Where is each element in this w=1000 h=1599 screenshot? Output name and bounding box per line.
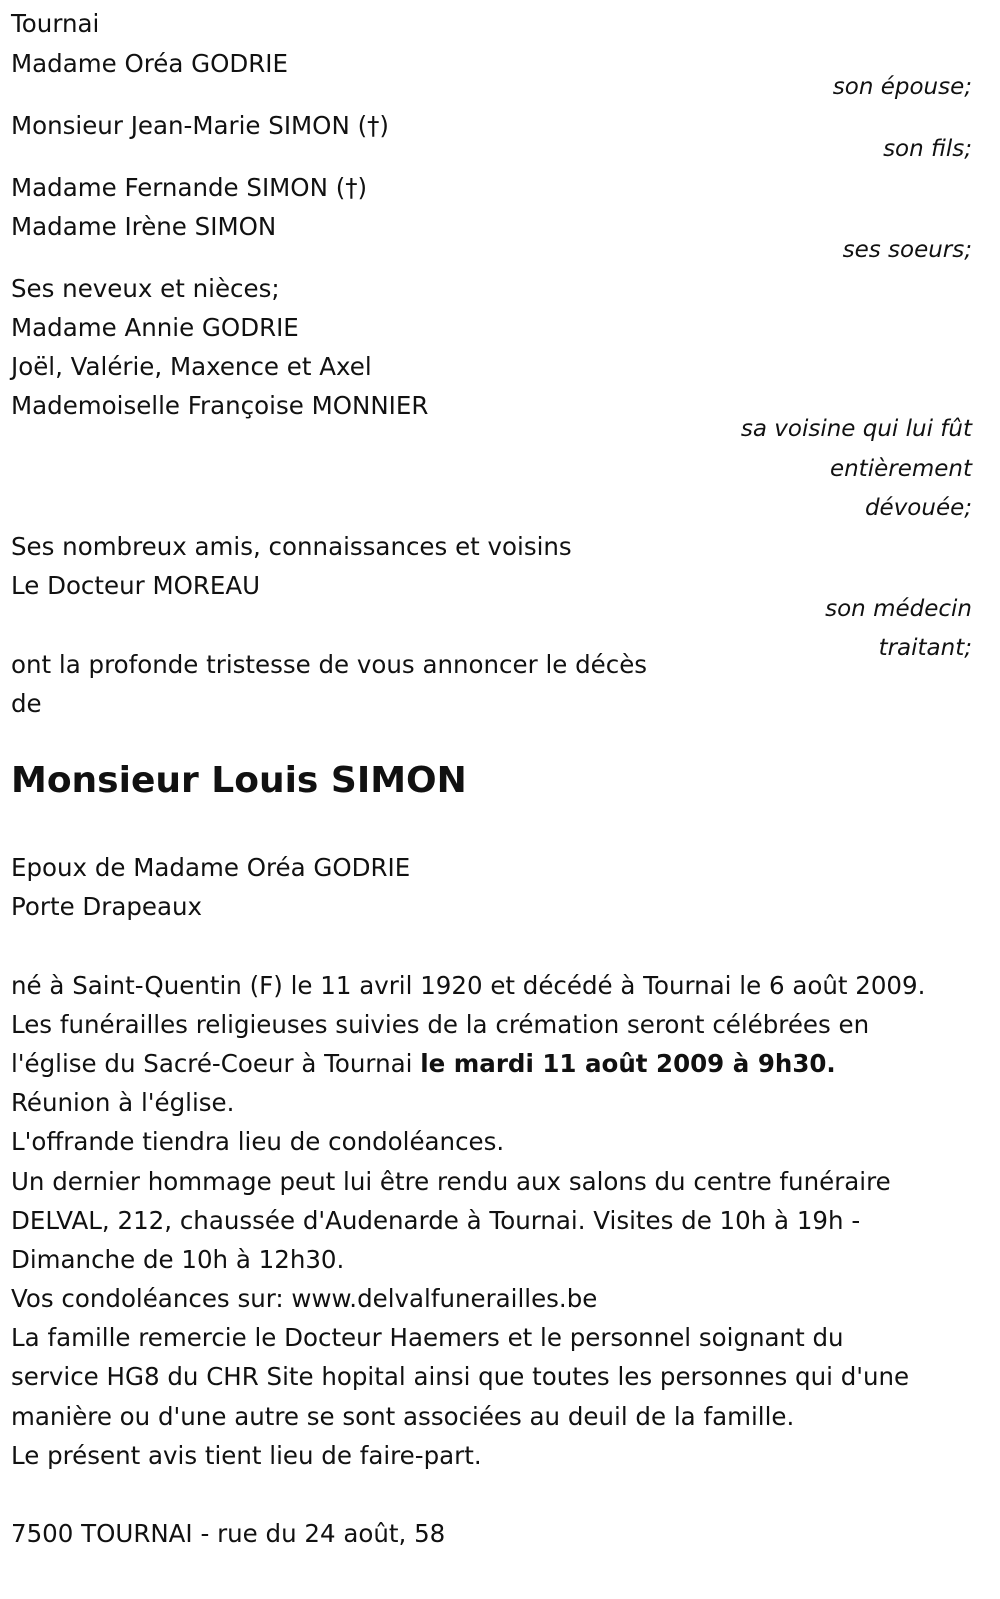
family-name: Mademoiselle Françoise MONNIER xyxy=(11,391,429,420)
address-line: 7500 TOURNAI - rue du 24 août, 58 xyxy=(11,1519,446,1548)
funeral-location: l'église du Sacré-Coeur à Tournai xyxy=(11,1049,421,1078)
family-relation: son épouse; xyxy=(832,74,972,100)
thanks-line: service HG8 du CHR Site hopital ainsi que toutes les personnes qui d'une xyxy=(11,1362,910,1391)
family-name: Ses nombreux amis, connaissances et voisins xyxy=(11,532,572,561)
family-relation: traitant; xyxy=(878,635,972,661)
family-name: Monsieur Jean-Marie SIMON (†) xyxy=(11,111,389,140)
family-relation: ses soeurs; xyxy=(842,237,972,263)
tribute-line: Un dernier hommage peut lui être rendu aux salons du centre funéraire xyxy=(11,1167,891,1196)
spouse-line: Epoux de Madame Oréa GODRIE xyxy=(11,853,411,882)
family-relation: son médecin xyxy=(825,596,972,622)
family-name: Madame Fernande SIMON (†) xyxy=(11,173,368,202)
notice-line: Le présent avis tient lieu de faire-part. xyxy=(11,1441,482,1470)
meeting-line: Réunion à l'église. xyxy=(11,1088,235,1117)
offering-line: L'offrande tiendra lieu de condoléances. xyxy=(11,1127,505,1156)
family-relation: entièrement xyxy=(829,456,972,482)
funeral-line xyxy=(11,1049,836,1078)
thanks-line: La famille remercie le Docteur Haemers et le personnel soignant du xyxy=(11,1323,844,1352)
condolences-line: Vos condoléances sur: www.delvalfunerailles.be xyxy=(11,1284,598,1313)
deceased-name: Monsieur Louis SIMON xyxy=(11,760,467,801)
family-name: Madame Annie GODRIE xyxy=(11,313,299,342)
funeral-line: Les funérailles religieuses suivies de la crémation seront célébrées en xyxy=(11,1010,870,1039)
birth-death-line: né à Saint-Quentin (F) le 11 avril 1920 et décédé à Tournai le 6 août 2009. xyxy=(11,971,926,1000)
thanks-line: manière ou d'une autre se sont associées au deuil de la famille. xyxy=(11,1402,795,1431)
family-relation: son fils; xyxy=(883,136,972,162)
tribute-line: Dimanche de 10h à 12h30. xyxy=(11,1245,345,1274)
city-heading: Tournai xyxy=(11,9,100,38)
family-name: Le Docteur MOREAU xyxy=(11,571,261,600)
tribute-line: DELVAL, 212, chaussée d'Audenarde à Tournai. Visites de 10h à 19h - xyxy=(11,1206,861,1235)
announcement-text: de xyxy=(11,689,42,718)
family-relation: dévouée; xyxy=(864,495,972,521)
family-name: Joël, Valérie, Maxence et Axel xyxy=(11,352,372,381)
family-name: Madame Oréa GODRIE xyxy=(11,49,289,78)
family-relation: sa voisine qui lui fût xyxy=(740,416,972,442)
title-line: Porte Drapeaux xyxy=(11,892,203,921)
announcement-text: ont la profonde tristesse de vous annoncer le décès xyxy=(11,650,648,679)
family-name: Ses neveux et nièces; xyxy=(11,274,280,303)
family-name: Madame Irène SIMON xyxy=(11,212,277,241)
funeral-date: le mardi 11 août 2009 à 9h30. xyxy=(420,1049,836,1078)
